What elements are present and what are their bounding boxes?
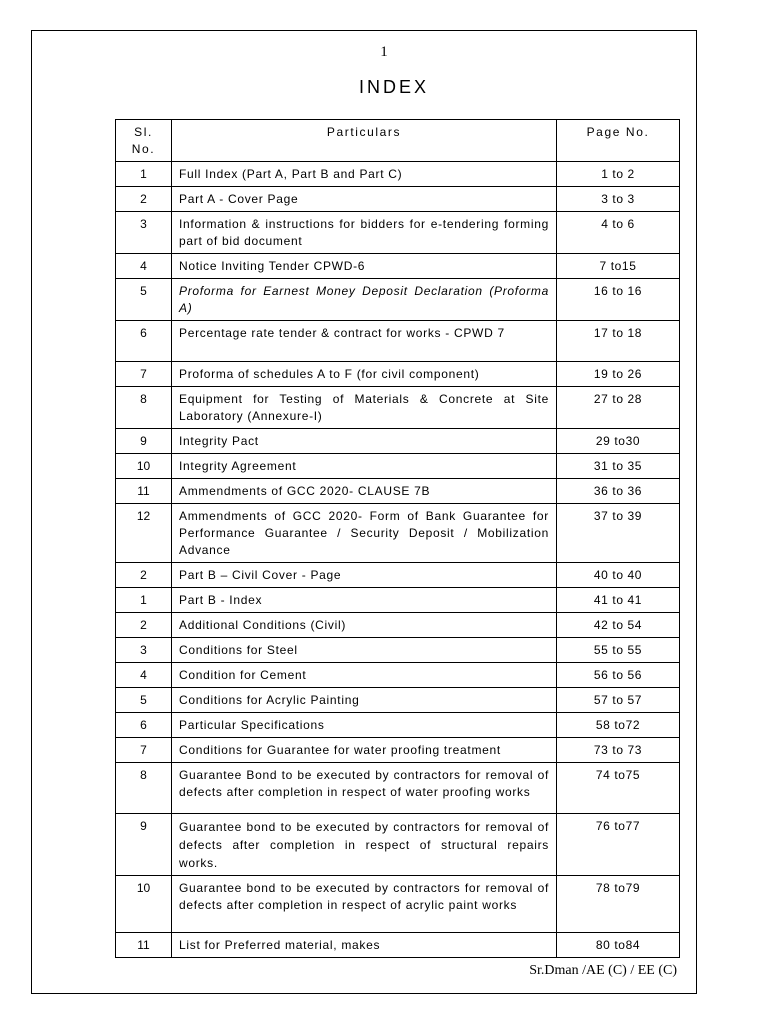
- table-row: [116, 212, 680, 254]
- particulars-cell: Notice Inviting Tender CPWD-6: [172, 254, 557, 279]
- sl-cell: 5: [116, 688, 172, 713]
- table-row: [116, 279, 680, 321]
- particulars-cell: Information & instructions for bidders for e-tendering forming part of bid document: [172, 212, 557, 254]
- particulars-cell: List for Preferred material, makes: [172, 933, 557, 958]
- table-row: [116, 362, 680, 387]
- sl-cell: 1: [116, 162, 172, 187]
- particulars-cell: Particular Specifications: [172, 713, 557, 738]
- sl-cell: 4: [116, 254, 172, 279]
- sl-cell: 7: [116, 738, 172, 763]
- sl-cell: 5: [116, 279, 172, 321]
- table-row: [116, 162, 680, 187]
- page-cell: 29 to30: [557, 429, 680, 454]
- particulars-cell: Guarantee bond to be executed by contractors for removal of defects after completion in respect of acrylic paint works: [172, 876, 557, 933]
- page-cell: 56 to 56: [557, 663, 680, 688]
- page-cell: 4 to 6: [557, 212, 680, 254]
- table-row: [116, 387, 680, 429]
- page-title: INDEX: [358, 77, 429, 97]
- particulars-cell: Proforma for Earnest Money Deposit Declaration (Proforma A): [172, 279, 557, 321]
- sl-cell: 8: [116, 763, 172, 814]
- page-cell: 74 to75: [557, 763, 680, 814]
- sl-cell: 9: [116, 429, 172, 454]
- sl-cell: 10: [116, 876, 172, 933]
- table-row: [116, 563, 680, 588]
- header-sl-no: Sl. No.: [116, 120, 172, 162]
- sl-cell: 3: [116, 212, 172, 254]
- table-row: [116, 688, 680, 713]
- header-particulars: Particulars: [172, 120, 557, 162]
- index-table: [115, 119, 680, 958]
- particulars-cell: Full Index (Part A, Part B and Part C): [172, 162, 557, 187]
- page-cell: 42 to 54: [557, 613, 680, 638]
- page-cell: 55 to 55: [557, 638, 680, 663]
- particulars-cell: Part B - Index: [172, 588, 557, 613]
- table-row: [116, 588, 680, 613]
- particulars-cell: Equipment for Testing of Materials & Concrete at Site Laboratory (Annexure-I): [172, 387, 557, 429]
- table-row: [116, 429, 680, 454]
- page-cell: 78 to79: [557, 876, 680, 933]
- table-row: [116, 187, 680, 212]
- particulars-cell: Part A - Cover Page: [172, 187, 557, 212]
- particulars-cell: Integrity Agreement: [172, 454, 557, 479]
- table-header-row: [116, 120, 680, 162]
- particulars-cell: Guarantee Bond to be executed by contractors for removal of defects after completion in respect of water proofing works: [172, 763, 557, 814]
- page-cell: 3 to 3: [557, 187, 680, 212]
- particulars-cell: Proforma of schedules A to F (for civil component): [172, 362, 557, 387]
- particulars-cell: Percentage rate tender & contract for works - CPWD 7: [172, 321, 557, 362]
- table-row: [116, 254, 680, 279]
- page-cell: 27 to 28: [557, 387, 680, 429]
- page-cell: 40 to 40: [557, 563, 680, 588]
- table-row: [116, 763, 680, 814]
- particulars-cell: Ammendments of GCC 2020- CLAUSE 7B: [172, 479, 557, 504]
- sl-cell: 11: [116, 933, 172, 958]
- page-cell: 1 to 2: [557, 162, 680, 187]
- page-cell: 31 to 35: [557, 454, 680, 479]
- table-row: [116, 454, 680, 479]
- particulars-cell: Guarantee bond to be executed by contractors for removal of defects after completion in respect of structural repairs works.: [172, 814, 557, 876]
- table-row: [116, 504, 680, 563]
- sl-cell: 2: [116, 613, 172, 638]
- page-cell: 76 to77: [557, 814, 680, 876]
- table-row: [116, 814, 680, 876]
- particulars-cell: Integrity Pact: [172, 429, 557, 454]
- header-page-no: Page No.: [557, 120, 680, 162]
- page-cell: 37 to 39: [557, 504, 680, 563]
- particulars-cell: Conditions for Steel: [172, 638, 557, 663]
- particulars-cell: Conditions for Guarantee for water proofing treatment: [172, 738, 557, 763]
- sl-cell: 12: [116, 504, 172, 563]
- page-cell: 36 to 36: [557, 479, 680, 504]
- table-body: [116, 162, 680, 958]
- table-row: [116, 738, 680, 763]
- page-cell: 58 to72: [557, 713, 680, 738]
- particulars-cell: Additional Conditions (Civil): [172, 613, 557, 638]
- table-row: [116, 638, 680, 663]
- sl-cell: 7: [116, 362, 172, 387]
- footer-signature: Sr.Dman /AE (C) / EE (C): [529, 963, 677, 978]
- sl-cell: 2: [116, 563, 172, 588]
- sl-cell: 10: [116, 454, 172, 479]
- sl-cell: 2: [116, 187, 172, 212]
- table-row: [116, 876, 680, 933]
- table-row: [116, 613, 680, 638]
- page-cell: 57 to 57: [557, 688, 680, 713]
- particulars-cell: Part B – Civil Cover - Page: [172, 563, 557, 588]
- table-row: [116, 713, 680, 738]
- sl-cell: 11: [116, 479, 172, 504]
- table-row: [116, 663, 680, 688]
- page-cell: 16 to 16: [557, 279, 680, 321]
- sl-cell: 1: [116, 588, 172, 613]
- table-row: [116, 321, 680, 362]
- page-cell: 41 to 41: [557, 588, 680, 613]
- page-cell: 73 to 73: [557, 738, 680, 763]
- page-cell: 80 to84: [557, 933, 680, 958]
- sl-cell: 3: [116, 638, 172, 663]
- page-number: 1: [380, 44, 388, 60]
- particulars-cell: Conditions for Acrylic Painting: [172, 688, 557, 713]
- page-cell: 7 to15: [557, 254, 680, 279]
- page-cell: 19 to 26: [557, 362, 680, 387]
- sl-cell: 4: [116, 663, 172, 688]
- sl-cell: 9: [116, 814, 172, 876]
- sl-cell: 8: [116, 387, 172, 429]
- page-cell: 17 to 18: [557, 321, 680, 362]
- sl-cell: 6: [116, 321, 172, 362]
- particulars-cell: Ammendments of GCC 2020- Form of Bank Guarantee for Performance Guarantee / Security Deposit / Mobilization Advance: [172, 504, 557, 563]
- table-row: [116, 479, 680, 504]
- particulars-cell: Condition for Cement: [172, 663, 557, 688]
- sl-cell: 6: [116, 713, 172, 738]
- table-row: [116, 933, 680, 958]
